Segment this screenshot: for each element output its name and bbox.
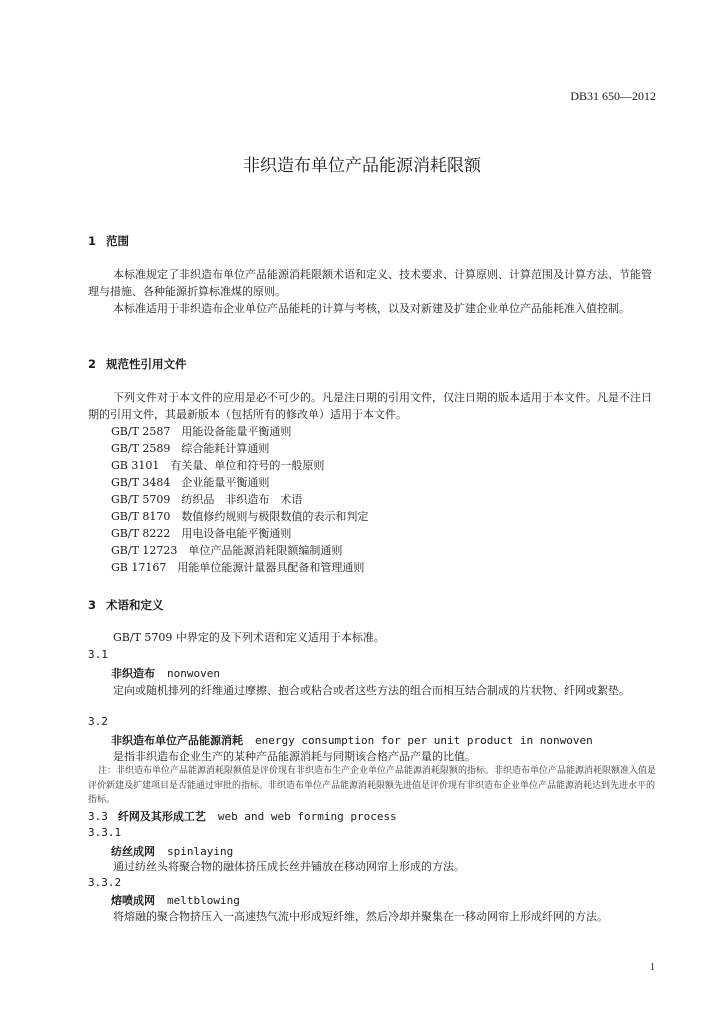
term-en: spinlaying	[167, 845, 234, 858]
section-1-paragraph-2	[88, 300, 658, 317]
term-3-1	[111, 665, 220, 681]
section-title: 规范性引用文件	[106, 357, 187, 371]
paragraph-text: 将熔融的聚合物挤压入一高速热气流中形成短纤维，然后冷却并聚集在一移动网帘上形成纤网的方法。	[113, 910, 608, 923]
term-3-2	[111, 732, 593, 748]
definition-3-1	[88, 682, 658, 699]
term-en: web and web forming process	[217, 810, 397, 823]
section-number: 2	[88, 357, 97, 371]
standard-number: DB31 650—2012	[570, 89, 656, 103]
reference-item: GB/T 8222 用电设备电能平衡通则	[111, 527, 292, 540]
term-en: meltblowing	[167, 894, 240, 907]
clause-number: 3.2	[88, 715, 108, 728]
section-title: 范围	[106, 234, 129, 248]
term-3-3-1	[111, 843, 233, 859]
term-en: nonwoven	[167, 667, 220, 680]
term-zh: 纺丝成网	[111, 845, 155, 858]
reference-item: GB/T 2589 综合能耗计算通则	[111, 442, 270, 455]
reference-item: GB/T 5709 纺织品 非织造布 术语	[111, 493, 303, 506]
section-number: 1	[88, 234, 97, 248]
paragraph-text: 通过纺丝头将聚合物的融体挤压成长丝并铺放在移动网帘上形成的方法。	[113, 860, 465, 873]
paragraph-text: 是指非织造布企业生产的某种产品能源消耗与同期该合格产品产量的比值。	[113, 750, 476, 763]
section-2-intro	[88, 389, 658, 423]
reference-item: GB/T 8170 数值修约规则与极限数值的表示和判定	[111, 510, 369, 523]
definition-3-3-1	[88, 858, 658, 875]
definition-3-3-2	[88, 908, 658, 925]
section-number: 3	[88, 598, 97, 612]
section-1-paragraph-1	[88, 266, 658, 300]
section-1-heading	[88, 233, 129, 249]
paragraph-text: 本标准适用于非织造布企业单位产品能耗的计算与考核，以及对新建及扩建企业单位产品能耗准入值控制。	[113, 302, 630, 315]
page-number: 1	[650, 962, 655, 973]
reference-item: GB/T 2587 用能设备能量平衡通则	[111, 425, 292, 438]
paragraph-text: 下列文件对于本文件的应用是必不可少的。凡是注日期的引用文件，仅注日期的版本适用于本文件。凡是不注日期的引用文件，其最新版本（包括所有的修改单）适用于本文件。	[88, 391, 652, 421]
page-title: 非织造布单位产品能源消耗限额	[243, 156, 481, 176]
term-zh: 非织造布单位产品能源消耗	[111, 734, 243, 747]
section-title: 术语和定义	[106, 598, 164, 612]
paragraph-text: GB/T 5709 中界定的及下列术语和定义适用于本标准。	[113, 631, 385, 644]
term-en: energy consumption for per unit product in nonwoven	[255, 734, 593, 747]
clause-number: 3.3.2	[88, 876, 122, 889]
section-3-intro	[88, 629, 658, 646]
paragraph-text: 定向或随机排列的纤维通过摩擦、抱合或粘合或者这些方法的组合而相互结合制成的片状物、纤网或絮垫。	[113, 684, 630, 697]
reference-item: GB 17167 用能单位能源计量器具配备和管理通则	[111, 561, 365, 574]
clause-number: 3.3.1	[88, 826, 122, 839]
section-3-heading	[88, 597, 164, 613]
section-2-heading	[88, 356, 187, 372]
clause-number: 3.3	[88, 810, 108, 823]
note-3-2	[88, 764, 660, 808]
term-3-3-2	[111, 892, 240, 908]
reference-item: GB/T 3484 企业能量平衡通则	[111, 476, 270, 489]
clause-3-3	[88, 808, 397, 824]
note-text: 注：非织造布单位产品能源消耗限额值是评价现有非织造布生产企业单位产品能源消耗限额的指标。非织造布单位产品能源消耗限额准入值是评价新建及扩建项目是否能通过审批的指标。非织造布单位产品能源消耗限额先进值是评价现有非织造布企业单位产品能源消耗达到先进水平的指标。	[88, 766, 657, 805]
term-zh: 纤网及其形成工艺	[117, 810, 206, 823]
reference-item: GB 3101 有关量、单位和符号的一般原则	[111, 459, 325, 472]
term-zh: 非织造布	[111, 667, 155, 680]
paragraph-text: 本标准规定了非织造布单位产品能源消耗限额术语和定义、技术要求、计算原则、计算范围及计算方法、节能管理与措施、各种能源折算标准煤的原则。	[88, 268, 652, 298]
term-zh: 熔喷成网	[111, 894, 155, 907]
clause-number: 3.1	[88, 648, 108, 661]
reference-item: GB/T 12723 单位产品能源消耗限额编制通则	[111, 544, 343, 557]
definition-3-2	[88, 748, 658, 765]
